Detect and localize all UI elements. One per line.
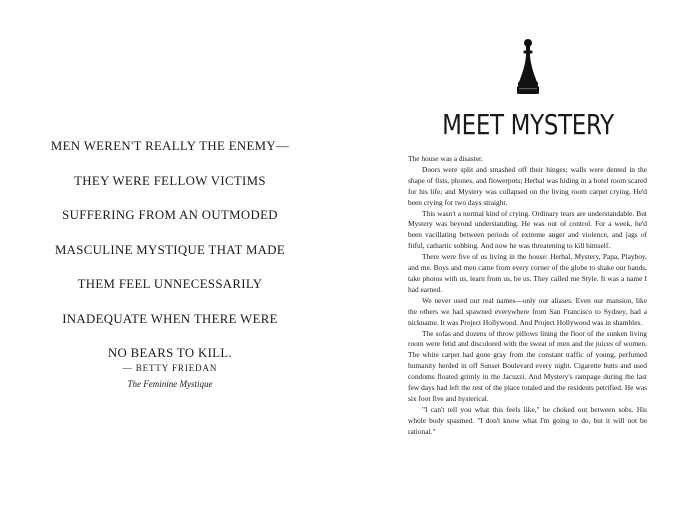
right-page — [352, 0, 700, 512]
chapter-title: MEET MYSTERY — [442, 108, 614, 141]
epigraph-line: THEM FEEL UNNECESSARILY — [77, 277, 263, 291]
body-paragraph: The house was a disaster. — [408, 154, 483, 163]
epigraph-line: MEN WEREN'T REALLY THE ENEMY— — [50, 139, 290, 153]
body-paragraph: We never used our real names—only our aliases. Even our mansion, like the others we had spawned everywhere from San Francisco to Sydney, had a nickname. It was Project Hollywood. And Project Hollywood was in shambles. — [408, 295, 647, 327]
body-paragraph: This wasn't a normal kind of crying. Ordinary tears are understandable. But Mystery was beyond understanding. He was out of control. For a week, he'd been vacillating between periods of extreme anger and violence, and jags of fitful, cathartic sobbing. And now he was threatening to kill himself. — [408, 208, 647, 251]
body-paragraph: There were five of us living in the house: Herbal, Mystery, Papa, Playboy, and me. Boys and men came from every corner of the globe to shake our hands, take photos with us, learn from us, be us. They called me Style. It was a name I had earned. — [408, 252, 647, 294]
epigraph-line: SUFFERING FROM AN OUTMODED — [62, 208, 278, 222]
left-page — [0, 0, 345, 512]
pawn-chess-piece-icon — [517, 38, 539, 98]
attribution-work-title: The Feminine Mystique — [127, 379, 213, 389]
epigraph-line: MASCULINE MYSTIQUE THAT MADE — [54, 242, 286, 257]
epigraph-line: NO BEARS TO KILL. — [107, 346, 233, 360]
attribution-author: — BETTY FRIEDAN — [122, 363, 218, 373]
body-paragraph: The sofas and dozens of throw pillows lining the floor of the sunken living room were fetid and discolored with the sweat of men and the juices of women. The white carpet had gone gray from the constant traffic of young, perfumed humanity herded in off Sunset Boulevard every night. Cigarette butts and used condoms floated grimly in the Jacuzzi. And Mystery's rampage during the last few days had left the rest of the place totaled and the residents petrified. He was six foot five and hysterical. — [408, 328, 647, 403]
body-paragraph: Doors were split and smashed off their hinges; walls were dented in the shape of fists, phones, and flowerpots; Herbal was hiding in a hotel room scared for his life; and Mystery was collapsed on the living room carpet crying. He'd been crying for two days straight. — [408, 164, 647, 207]
epigraph-attribution — [38, 362, 302, 390]
epigraph-line: THEY WERE FELLOW VICTIMS — [74, 173, 266, 188]
epigraph-line: INADEQUATE WHEN THERE WERE — [62, 311, 278, 326]
chapter-body — [408, 154, 647, 438]
body-paragraph: "I can't tell you what this feels like," he choked out between sobs. His whole body spasmed. "I don't know what I'm going to do, but it will not be rational." — [408, 404, 647, 436]
epigraph — [38, 138, 302, 380]
